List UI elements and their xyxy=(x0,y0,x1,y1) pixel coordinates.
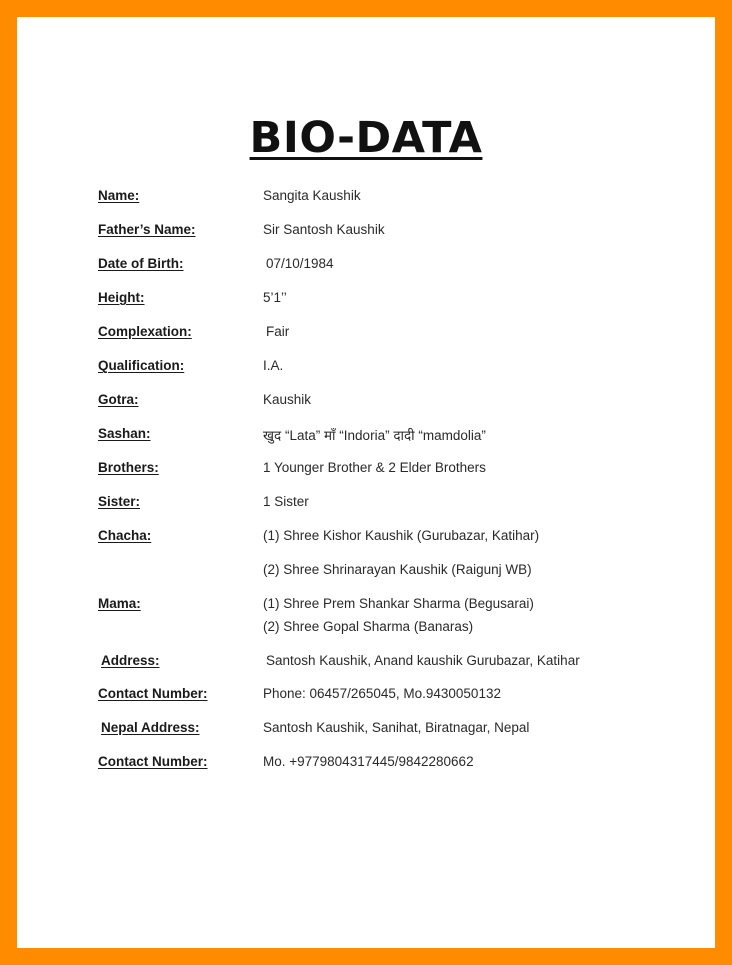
field-row-mama-continued xyxy=(17,619,715,641)
field-label: Mama: xyxy=(98,596,141,611)
field-label: Brothers: xyxy=(98,460,159,475)
field-value: 1 Younger Brother & 2 Elder Brothers xyxy=(263,460,486,475)
field-value: (2) Shree Gopal Sharma (Banaras) xyxy=(263,619,474,634)
field-label: Qualification: xyxy=(98,358,185,373)
field-label: Contact Number: xyxy=(98,754,208,769)
field-value: 1 Sister xyxy=(263,494,309,509)
field-label: Complexation: xyxy=(98,324,192,339)
field-row-height xyxy=(17,290,715,312)
field-label: Sashan: xyxy=(98,426,151,441)
field-label: Gotra: xyxy=(98,392,139,407)
field-row-fathers-name xyxy=(17,222,715,244)
field-label: Sister: xyxy=(98,494,141,509)
field-value: Santosh Kaushik, Sanihat, Biratnagar, Nepal xyxy=(263,720,530,735)
document-title xyxy=(17,113,715,163)
field-value: Kaushik xyxy=(263,392,312,407)
field-row-gotra xyxy=(17,392,715,414)
field-row-date-of-birth xyxy=(17,256,715,278)
field-row-sashan xyxy=(17,426,715,448)
field-value: (1) Shree Kishor Kaushik (Gurubazar, Katihar) xyxy=(263,528,540,543)
field-label: Name: xyxy=(98,188,140,203)
field-value: Fair xyxy=(266,324,290,339)
field-label: Address: xyxy=(101,653,160,668)
field-row-name xyxy=(17,188,715,210)
field-row-complexation xyxy=(17,324,715,346)
field-value: खुद “Lata” माँ “Indoria” दादी “mamdolia” xyxy=(263,428,486,443)
field-label: Contact Number: xyxy=(98,686,208,701)
field-row-chacha xyxy=(17,528,715,550)
field-label: Chacha: xyxy=(98,528,152,543)
field-value: 07/10/1984 xyxy=(266,256,334,271)
field-label: Nepal Address: xyxy=(101,720,200,735)
field-row-mama xyxy=(17,596,715,618)
field-row-brothers xyxy=(17,460,715,482)
field-value: Mo. +9779804317445/9842280662 xyxy=(263,754,474,769)
field-value: I.A. xyxy=(263,358,284,373)
field-row-address xyxy=(17,653,715,675)
field-row-nepal-contact-number xyxy=(17,754,715,776)
field-label: Father’s Name: xyxy=(98,222,196,237)
document-title-text: BIO-DATA xyxy=(249,113,483,163)
field-row-contact-number xyxy=(17,686,715,708)
field-row-nepal-address xyxy=(17,720,715,742)
field-value: 5’1’’ xyxy=(263,290,287,305)
field-value: Sir Santosh Kaushik xyxy=(263,222,385,237)
field-value: Phone: 06457/265045, Mo.9430050132 xyxy=(263,686,501,701)
field-value: (2) Shree Shrinarayan Kaushik (Raigunj WB) xyxy=(263,562,532,577)
field-row-qualification xyxy=(17,358,715,380)
field-label: Date of Birth: xyxy=(98,256,184,271)
field-row-chacha-continued xyxy=(17,562,715,584)
biodata-page xyxy=(17,17,715,948)
field-value: Santosh Kaushik, Anand kaushik Gurubazar, Katihar xyxy=(266,653,580,668)
field-row-sister xyxy=(17,494,715,516)
field-label: Height: xyxy=(98,290,145,305)
field-value: Sangita Kaushik xyxy=(263,188,361,203)
field-value: (1) Shree Prem Shankar Sharma (Begusarai) xyxy=(263,596,534,611)
